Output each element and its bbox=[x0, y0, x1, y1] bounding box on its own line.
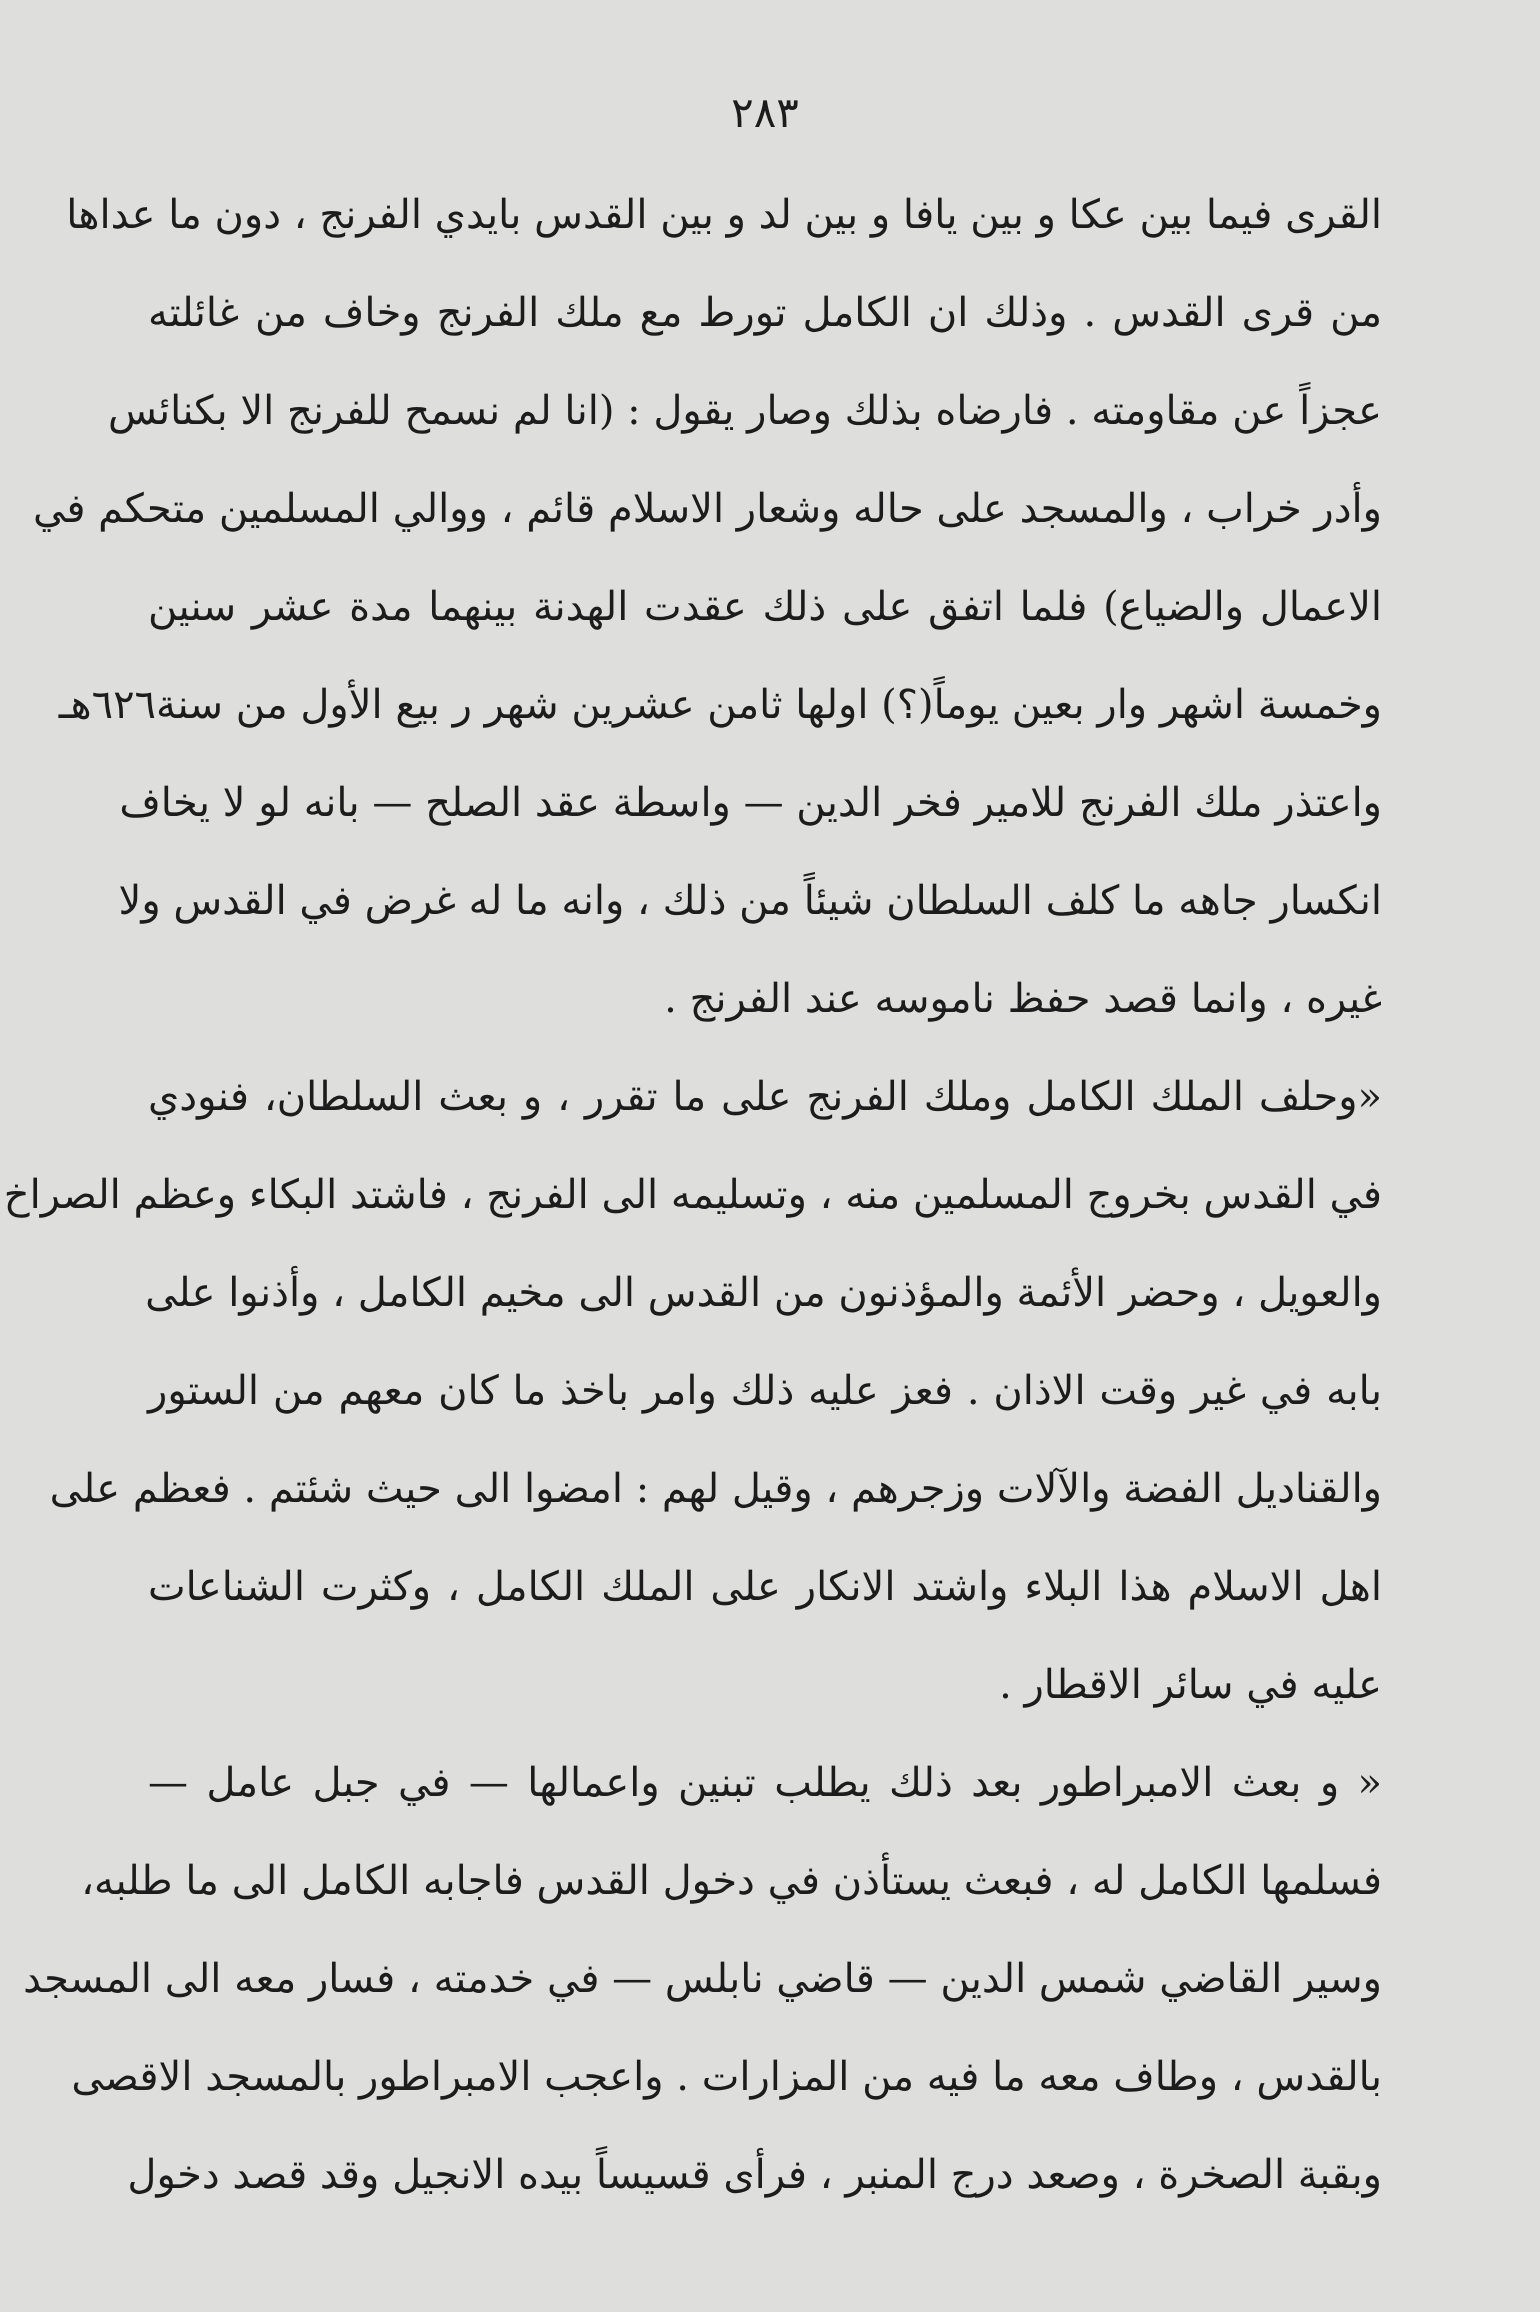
page-number: ٢٨٣ bbox=[731, 88, 799, 137]
text-line: وخمسة اشهر وار بعين يوماً(؟) اولها ثامن عشرين شهر ر بيع الأول من سنة٦٢٦هـ bbox=[58, 682, 1382, 728]
text-line: اهل الاسلام هذا البلاء واشتد الانكار على الملك الكامل ، وكثرت الشناعات bbox=[148, 1564, 1382, 1610]
text-line-paragraph-end: غيره ، وانما قصد حفظ ناموسه عند الفرنج . bbox=[664, 976, 1382, 1022]
text-line: والعويل ، وحضر الأئمة والمؤذنون من القدس الى مخيم الكامل ، وأذنوا على bbox=[145, 1270, 1382, 1316]
text-line: من قرى القدس . وذلك ان الكامل تورط مع ملك الفرنج وخاف من غائلته bbox=[148, 290, 1382, 336]
text-line: بابه في غير وقت الاذان . فعز عليه ذلك وامر باخذ ما كان معهم من الستور bbox=[148, 1368, 1382, 1414]
text-line: فسلمها الكامل له ، فبعث يستأذن في دخول القدس فاجابه الكامل الى ما طلبه، bbox=[81, 1858, 1382, 1904]
text-line: واعتذر ملك الفرنج للامير فخر الدين — واسطة عقد الصلح — بانه لو لا يخاف bbox=[119, 780, 1382, 826]
text-line: والقناديل الفضة والآلات وزجرهم ، وقيل لهم : امضوا الى حيث شئتم . فعظم على bbox=[49, 1466, 1382, 1512]
text-line: بالقدس ، وطاف معه ما فيه من المزارات . واعجب الامبراطور بالمسجد الاقصى bbox=[71, 2054, 1382, 2100]
text-line: انكسار جاهه ما كلف السلطان شيئاً من ذلك ، وانه ما له غرض في القدس ولا bbox=[118, 878, 1382, 924]
text-line: عجزاً عن مقاومته . فارضاه بذلك وصار يقول : (انا لم نسمح للفرنج الا بكنائس bbox=[108, 388, 1382, 434]
text-line: وسير القاضي شمس الدين — قاضي نابلس — في خدمته ، فسار معه الى المسجد bbox=[23, 1956, 1382, 2002]
text-line: القرى فيما بين عكا و بين يافا و بين لد و بين القدس بايدي الفرنج ، دون ما عداها bbox=[66, 192, 1382, 238]
text-line: وأدر خراب ، والمسجد على حاله وشعار الاسلام قائم ، ووالي المسلمين متحكم في bbox=[32, 486, 1382, 532]
text-line: «وحلف الملك الكامل وملك الفرنج على ما تقرر ، و بعث السلطان، فنودي bbox=[148, 1074, 1382, 1120]
text-line: الاعمال والضياع) فلما اتفق على ذلك عقدت الهدنة بينهما مدة عشر سنين bbox=[148, 584, 1382, 630]
text-line: في القدس بخروج المسلمين منه ، وتسليمه الى الفرنج ، فاشتد البكاء وعظم الصراخ bbox=[3, 1172, 1382, 1218]
text-line-paragraph-end: عليه في سائر الاقطار . bbox=[999, 1662, 1382, 1708]
text-line: وبقبة الصخرة ، وصعد درج المنبر ، فرأى قسيساً بيده الانجيل وقد قصد دخول bbox=[127, 2152, 1382, 2198]
text-line: « و بعث الامبراطور بعد ذلك يطلب تبنين واعمالها — في جبل عامل — bbox=[148, 1760, 1382, 1806]
body-text bbox=[3, 166, 1382, 2224]
